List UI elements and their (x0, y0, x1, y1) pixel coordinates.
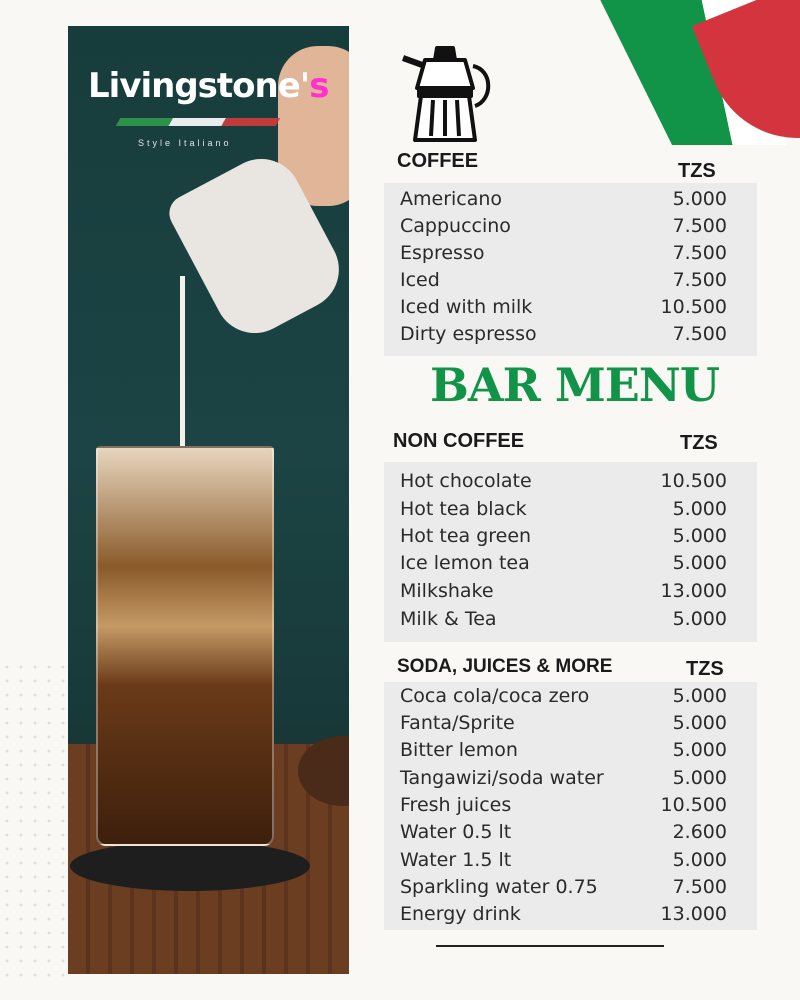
dot-pattern-decoration (0, 660, 70, 980)
section-title-non-coffee: NON COFFEE (393, 430, 525, 452)
currency-label-soda: TZS (686, 658, 724, 680)
soda-price-list: Coca cola/coca zero 5.000 Fanta/Sprite 5.000 Bitter lemon 5.000 Tangawizi/soda water 5.000 Fresh juices 10.500 Water 0.5 lt 2.600 Water 1.5 lt 5.000 Sparkling water 0.75 7.500 Energy drink 13.000 (384, 682, 757, 930)
currency-label-non-coffee: TZS (680, 432, 718, 454)
section-title-soda: SODA, JUICES & MORE (397, 656, 613, 677)
currency-label-coffee: TZS (678, 160, 716, 182)
iced-coffee-glass (96, 446, 274, 846)
italian-flag-heart (596, 0, 800, 150)
bar-menu-title: BAR MENU (430, 358, 719, 412)
section-title-coffee: COFFEE (397, 150, 479, 172)
bottom-divider (436, 945, 664, 947)
coffee-price-list: Americano 5.000 Cappuccino 7.500 Espresso 7.500 Iced 7.500 Iced with milk 10.500 Dirty espresso 7.500 (384, 183, 757, 356)
brand-logo: Livingstone's (88, 66, 329, 106)
slate-coaster (70, 841, 310, 891)
iced-coffee-photo (68, 26, 349, 974)
logo-flag-stripe (116, 118, 281, 126)
brand-tagline: Style Italiano (138, 138, 232, 148)
moka-pot-icon (395, 40, 500, 150)
non-coffee-price-list: Hot chocolate 10.500 Hot tea black 5.000 Hot tea green 5.000 Ice lemon tea 5.000 Milkshake 13.000 Milk & Tea 5.000 (384, 462, 757, 642)
